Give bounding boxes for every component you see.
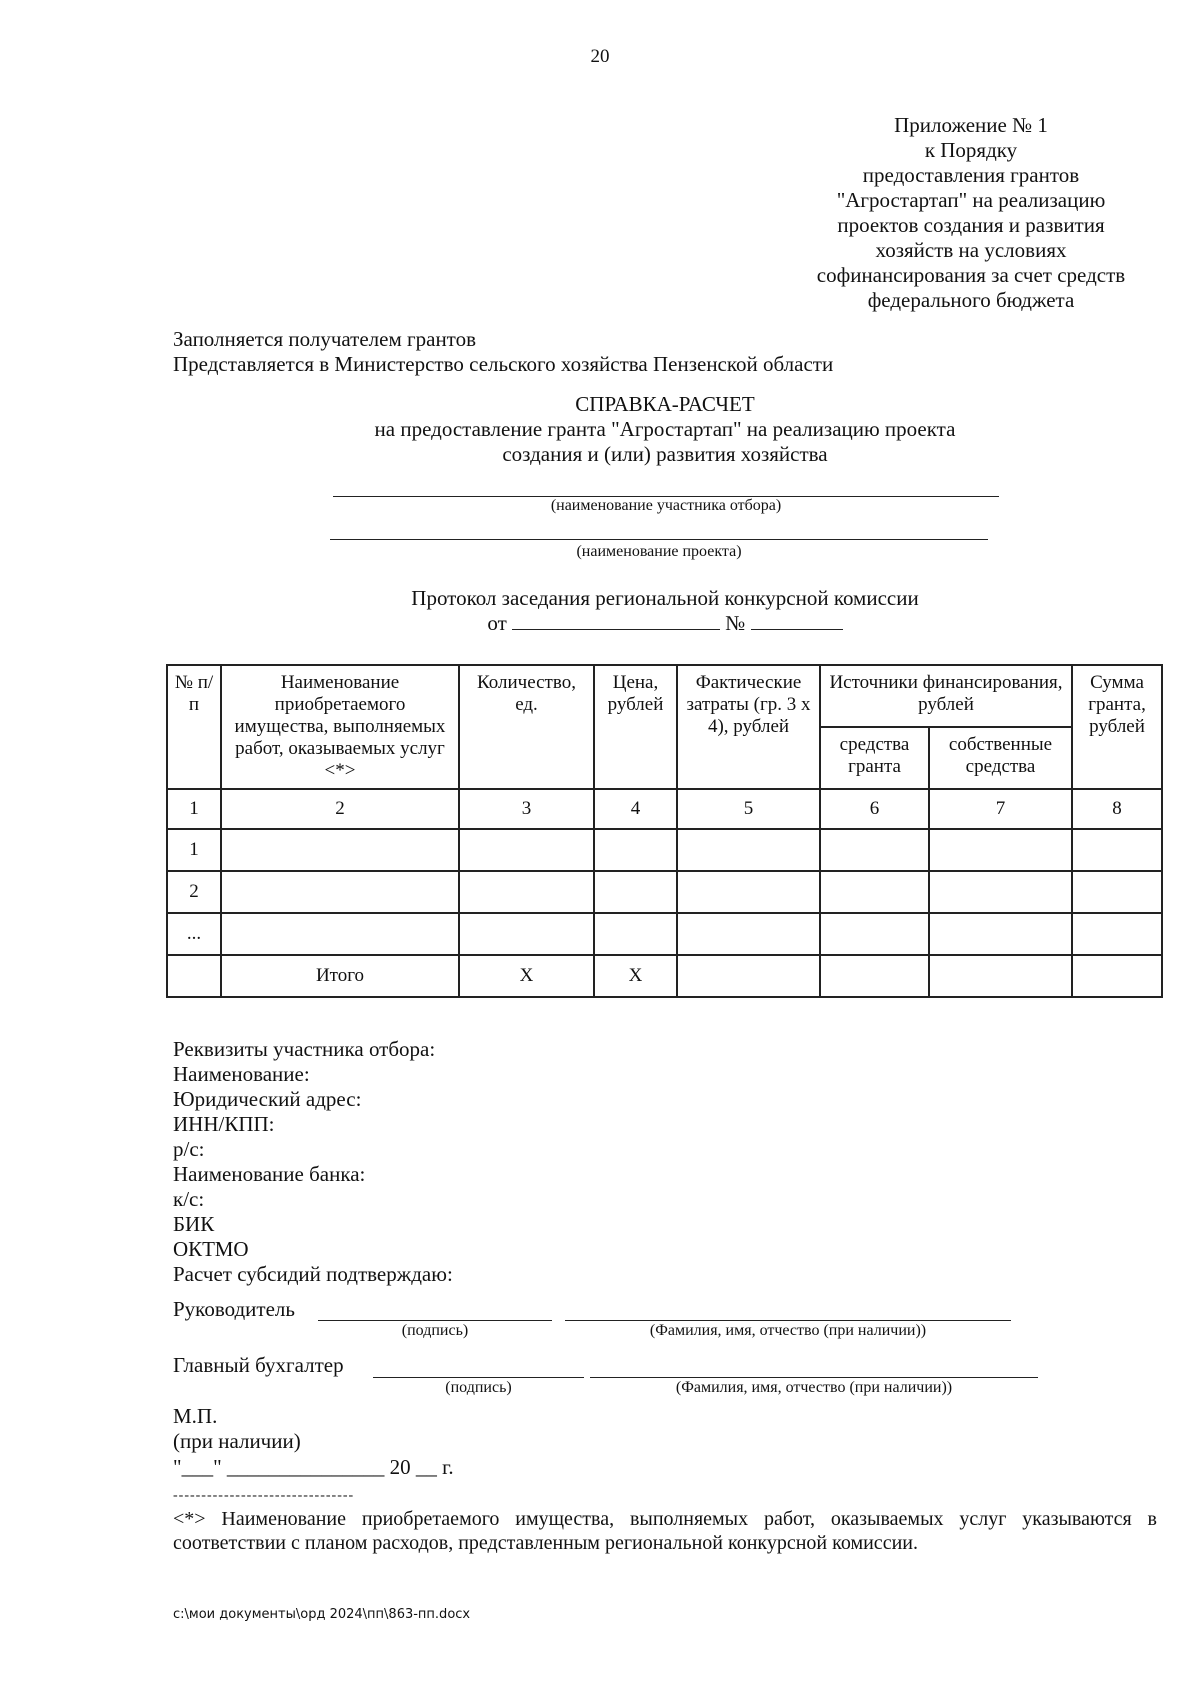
header-actual-costs: Фактические затраты (гр. 3 х 4), рублей — [677, 665, 820, 789]
protocol-title: Протокол заседания региональной конкурсной комиссии — [411, 586, 919, 610]
table-cell — [820, 955, 929, 997]
table-cell — [677, 913, 820, 955]
table-cell — [594, 913, 677, 955]
head-label: Руководитель — [173, 1297, 295, 1321]
column-number: 8 — [1072, 789, 1162, 829]
protocol-date-number — [173, 611, 1157, 636]
table-cell — [929, 871, 1072, 913]
appendix-line: федерального бюджета — [867, 288, 1075, 312]
requisite-line: Наименование банка: — [173, 1162, 366, 1186]
accountant-name-caption: (Фамилия, имя, отчество (при наличии)) — [675, 1379, 953, 1396]
column-number-row — [167, 789, 1162, 829]
column-number: 1 — [167, 789, 221, 829]
appendix-line: хозяйств на условиях — [875, 238, 1067, 262]
protocol-block — [173, 586, 1157, 636]
table-header-row — [167, 665, 1162, 727]
accountant-label: Главный бухгалтер — [173, 1353, 344, 1377]
protocol-date-line — [512, 611, 720, 630]
table-cell — [594, 871, 677, 913]
column-number: 7 — [929, 789, 1072, 829]
head-name-caption: (Фамилия, имя, отчество (при наличии)) — [649, 1322, 927, 1339]
header-funding-sources: Источники финансирования, рублей — [820, 665, 1072, 727]
header-number: № п/п — [167, 665, 221, 789]
seal-label: М.П. — [173, 1404, 218, 1428]
table-cell — [1072, 871, 1162, 913]
submission-notes — [173, 327, 833, 377]
file-path: c:\мои документы\орд 2024\пп\863-пп.docx — [173, 1607, 471, 1622]
table-cell — [929, 955, 1072, 997]
requisite-line: р/с: — [173, 1137, 205, 1161]
grant-calculation-table — [166, 664, 1163, 998]
column-number: 2 — [221, 789, 459, 829]
appendix-line: "Агростартап" на реализацию — [836, 188, 1106, 212]
table-cell — [929, 829, 1072, 871]
table-cell: 2 — [167, 871, 221, 913]
project-name-caption: (наименование проекта) — [576, 543, 742, 560]
table-cell — [677, 955, 820, 997]
participant-name-caption: (наименование участника отбора) — [550, 497, 782, 514]
table-cell: ... — [167, 913, 221, 955]
accountant-signature-line — [373, 1377, 584, 1378]
head-name-line — [565, 1320, 1011, 1321]
accountant-signature-caption: (подпись) — [445, 1379, 512, 1396]
title-main: СПРАВКА-РАСЧЕТ — [575, 392, 755, 416]
title-line-1: на предоставление гранта "Агростартап" на реализацию проекта — [374, 417, 956, 441]
appendix-line: софинансирования за счет средств — [816, 263, 1126, 287]
requisites-heading: Реквизиты участника отбора: — [173, 1037, 436, 1061]
header-quantity: Количество, ед. — [459, 665, 594, 789]
header-item-name: Наименование приобретаемого имущества, выполняемых работ, оказываемых услуг <*> — [221, 665, 459, 789]
table-cell — [929, 913, 1072, 955]
table-cell — [820, 871, 929, 913]
requisite-line: Юридический адрес: — [173, 1087, 362, 1111]
confirmation-line: Расчет субсидий подтверждаю: — [173, 1262, 453, 1286]
table-cell: Х — [594, 955, 677, 997]
header-grant-sum: Сумма гранта, рублей — [1072, 665, 1162, 789]
table-cell — [820, 913, 929, 955]
header-price: Цена, рублей — [594, 665, 677, 789]
table-cell — [594, 829, 677, 871]
appendix-line: Приложение № 1 — [894, 113, 1048, 137]
column-number: 3 — [459, 789, 594, 829]
protocol-number-line — [751, 611, 843, 630]
table-cell: 1 — [167, 829, 221, 871]
requisite-line: Наименование: — [173, 1062, 310, 1086]
appendix-line: предоставления грантов — [862, 163, 1080, 187]
total-row — [167, 955, 1162, 997]
header-grant-funds: средства гранта — [820, 727, 929, 789]
head-signature-caption: (подпись) — [401, 1322, 469, 1339]
table-cell — [221, 829, 459, 871]
appendix-line: проектов создания и развития — [837, 213, 1105, 237]
table-cell: Х — [459, 955, 594, 997]
column-number: 5 — [677, 789, 820, 829]
table-cell — [221, 913, 459, 955]
table-cell — [1072, 913, 1162, 955]
footnote-text: <*> Наименование приобретаемого имущества, выполняемых работ, оказываемых услуг указываются в соответствии с планом расходов, представленным региональной конкурсной комиссии. — [173, 1508, 1157, 1554]
protocol-number-label: № — [725, 611, 746, 635]
table-cell — [167, 955, 221, 997]
appendix-line: к Порядку — [924, 138, 1018, 162]
protocol-from-label: от — [487, 611, 507, 635]
table-cell — [677, 871, 820, 913]
project-name-line — [330, 539, 988, 540]
column-number: 4 — [594, 789, 677, 829]
table-cell — [1072, 955, 1162, 997]
table-cell — [1072, 829, 1162, 871]
table-row — [167, 913, 1162, 955]
document-title — [173, 392, 1157, 467]
requisite-line: БИК — [173, 1212, 215, 1236]
appendix-header — [780, 113, 1162, 313]
accountant-name-line — [590, 1377, 1038, 1378]
title-line-2: создания и (или) развития хозяйства — [502, 442, 828, 466]
header-own-funds: собственные средства — [929, 727, 1072, 789]
table-row — [167, 829, 1162, 871]
table-cell — [677, 829, 820, 871]
requisite-line: ОКТМО — [173, 1237, 249, 1261]
table-cell — [459, 829, 594, 871]
page-number: 20 — [590, 46, 610, 67]
seal-note: (при наличии) — [173, 1429, 301, 1453]
submitted-to-note: Представляется в Министерство сельского хозяйства Пензенской области — [173, 352, 834, 376]
column-number: 6 — [820, 789, 929, 829]
total-label: Итого — [221, 955, 459, 997]
filled-by-note: Заполняется получателем грантов — [173, 327, 476, 351]
table-cell — [459, 871, 594, 913]
requisite-line: ИНН/КПП: — [173, 1112, 275, 1136]
table-row — [167, 871, 1162, 913]
table-cell — [820, 829, 929, 871]
participant-requisites — [173, 1037, 453, 1287]
table-cell — [221, 871, 459, 913]
table-cell — [459, 913, 594, 955]
requisite-line: к/с: — [173, 1187, 205, 1211]
head-signature-line — [318, 1320, 552, 1321]
date-line: "___" _______________ 20 __ г. — [173, 1455, 454, 1479]
footnote-separator: -------------------------------- — [173, 1488, 355, 1503]
